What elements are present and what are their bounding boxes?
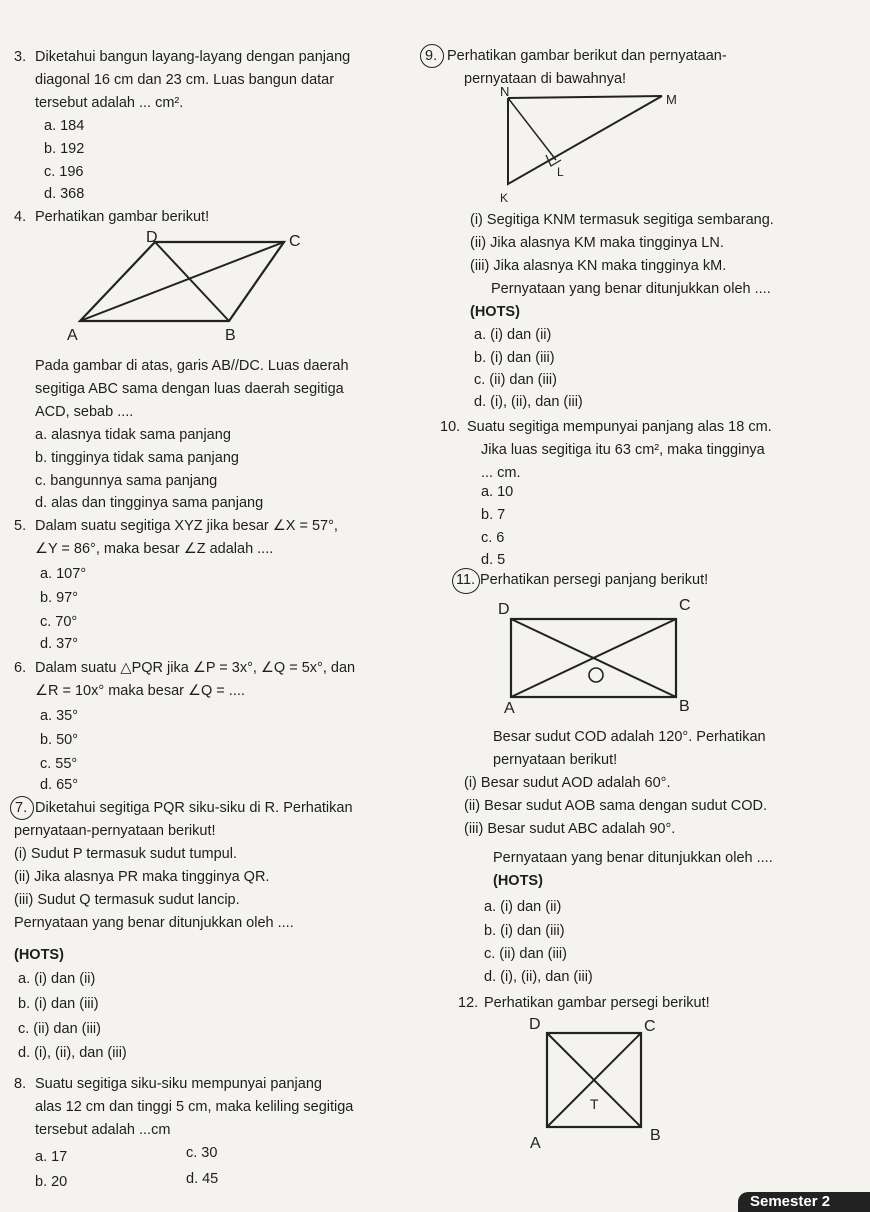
q4-text-line1: Pada gambar di atas, garis AB//DC. Luas daerah (35, 358, 349, 374)
q9-label-l: L (557, 165, 564, 179)
svg-text:C: C (679, 597, 691, 614)
q6-number: 6. (14, 660, 27, 676)
q7-option-a: a. (i) dan (ii) (18, 971, 96, 987)
q7-text-line2: pernyataan-pernyataan berikut! (14, 823, 216, 839)
q3-option-b: b. 192 (44, 141, 85, 157)
q4-option-b: b. tingginya tidak sama panjang (35, 450, 239, 466)
q8-option-c: c. 30 (186, 1145, 218, 1161)
q7-text-line1: Diketahui segitiga PQR siku-siku di R. Perhatikan (35, 800, 353, 816)
q8-text-line1: Suatu segitiga siku-siku mempunyai panjang (35, 1076, 322, 1092)
q4-number: 4. (14, 209, 27, 225)
semester-tab (738, 1192, 870, 1212)
q7-hots: (HOTS) (14, 947, 64, 963)
q4-intro: Perhatikan gambar berikut! (35, 209, 210, 225)
q10-number: 10. (440, 419, 461, 435)
q12-label-c: C (644, 1018, 656, 1035)
q11-question: Pernyataan yang benar ditunjukkan oleh .... (493, 850, 773, 866)
q12-intro: Perhatikan gambar persegi berikut! (484, 995, 710, 1011)
q7-option-b: b. (i) dan (iii) (18, 996, 99, 1012)
q5-option-d: d. 37° (40, 636, 79, 652)
q4-label-d: D (146, 229, 158, 246)
q9-number: 9. (425, 48, 438, 64)
q7-option-d: d. (i), (ii), dan (iii) (18, 1045, 127, 1061)
semester-label: Semester 2 (750, 1193, 831, 1210)
q7-statement-3: (iii) Sudut Q termasuk sudut lancip. (14, 892, 240, 908)
q4-option-a: a. alasnya tidak sama panjang (35, 427, 231, 443)
q11-number: 11. (456, 572, 476, 588)
q3-text-line1: Diketahui bangun layang-layang dengan panjang (35, 49, 351, 65)
q11-text-line1: Besar sudut COD adalah 120°. Perhatikan (493, 729, 766, 745)
q11-statement-1: (i) Besar sudut AOD adalah 60°. (464, 775, 671, 791)
q9-statement-1: (i) Segitiga KNM termasuk segitiga sembarang. (470, 212, 774, 228)
q7-number: 7. (15, 800, 28, 816)
q11-option-b: b. (i) dan (iii) (484, 923, 565, 939)
q9-option-a: a. (i) dan (ii) (474, 327, 552, 343)
q11-option-a: a. (i) dan (ii) (484, 899, 562, 915)
q5-text-line1: Dalam suatu segitiga XYZ jika besar ∠X = 57°, (35, 518, 338, 534)
q4-label-b: B (225, 327, 236, 344)
q10-option-c: c. 6 (481, 530, 505, 546)
q12-label-b: B (650, 1127, 661, 1144)
q11-rectangle-figure (496, 592, 716, 722)
q3-text-line3: tersebut adalah ... cm². (35, 95, 184, 111)
q11-option-c: c. (ii) dan (iii) (484, 946, 567, 962)
q8-number: 8. (14, 1076, 27, 1092)
q5-option-a: a. 107° (40, 566, 87, 582)
q9-label-m: M (666, 92, 677, 107)
q10-text-line3: ... cm. (481, 465, 521, 481)
q5-option-b: b. 97° (40, 590, 79, 606)
q9-label-k: K (500, 191, 509, 205)
q9-text-line1: Perhatikan gambar berikut dan pernyataan- (447, 48, 727, 64)
q11-text-line2: pernyataan berikut! (493, 752, 618, 768)
q6-text-line2: ∠R = 10x° maka besar ∠Q = .... (35, 683, 245, 699)
q11-hots: (HOTS) (493, 873, 543, 889)
q8-option-a: a. 17 (35, 1149, 68, 1165)
q11-option-d: d. (i), (ii), dan (iii) (484, 969, 593, 985)
q11-intro: Perhatikan persegi panjang berikut! (480, 572, 709, 588)
q10-option-b: b. 7 (481, 507, 506, 523)
q9-statement-2: (ii) Jika alasnya KM maka tingginya LN. (470, 235, 724, 251)
q10-option-d: d. 5 (481, 552, 506, 568)
q7-option-c: c. (ii) dan (iii) (18, 1021, 101, 1037)
q9-option-c: c. (ii) dan (iii) (474, 372, 557, 388)
q10-option-a: a. 10 (481, 484, 514, 500)
q9-statement-3: (iii) Jika alasnya KN maka tingginya kM. (470, 258, 727, 274)
q4-trapezoid-figure (40, 229, 301, 344)
q9-hots: (HOTS) (470, 304, 520, 320)
q5-option-c: c. 70° (40, 614, 78, 630)
q4-label-c: C (289, 233, 301, 250)
q6-text-line1: Dalam suatu △PQR jika ∠P = 3x°, ∠Q = 5x°, dan (35, 660, 356, 676)
q12-number: 12. (458, 995, 479, 1011)
q7-statement-2: (ii) Jika alasnya PR maka tingginya QR. (14, 869, 270, 885)
q3-option-a: a. 184 (44, 118, 85, 134)
q8-text-line2: alas 12 cm dan tinggi 5 cm, maka keliling segitiga (35, 1099, 354, 1115)
q12-label-t: T (590, 1096, 599, 1112)
q8-option-b: b. 20 (35, 1174, 68, 1190)
q3-option-c: c. 196 (44, 164, 84, 180)
q5-text-line2: ∠Y = 86°, maka besar ∠Z adalah .... (35, 541, 274, 557)
q8-text-line3: tersebut adalah ...cm (35, 1122, 171, 1138)
q12-label-d: D (529, 1016, 541, 1033)
q10-text-line1: Suatu segitiga mempunyai panjang alas 18 cm. (467, 419, 772, 435)
q3-number: 3. (14, 49, 27, 65)
q10-text-line2: Jika luas segitiga itu 63 cm², maka tingginya (481, 442, 765, 458)
q4-text-line3: ACD, sebab .... (35, 404, 134, 420)
q11-label-d: D (498, 601, 510, 618)
q4-text-line2: segitiga ABC sama dengan luas daerah segitiga (35, 381, 344, 397)
q7-question: Pernyataan yang benar ditunjukkan oleh .... (14, 915, 294, 931)
q9-label-n: N (500, 84, 510, 99)
q4-option-c: c. bangunnya sama panjang (35, 473, 218, 489)
q9-option-d: d. (i), (ii), dan (iii) (474, 394, 583, 410)
q11-label-b: B (679, 698, 690, 715)
q8-option-d: d. 45 (186, 1171, 219, 1187)
q6-option-a: a. 35° (40, 708, 79, 724)
q12-square-figure (524, 1014, 684, 1164)
q11-statement-2: (ii) Besar sudut AOB sama dengan sudut COD. (464, 798, 768, 814)
q9-text-line2: pernyataan di bawahnya! (464, 71, 627, 87)
q6-option-d: d. 65° (40, 777, 79, 793)
q3-text-line2: diagonal 16 cm dan 23 cm. Luas bangun datar (35, 72, 335, 88)
q3-option-d: d. 368 (44, 186, 85, 202)
q5-number: 5. (14, 518, 27, 534)
q6-option-b: b. 50° (40, 732, 79, 748)
q4-option-d: d. alas dan tingginya sama panjang (35, 495, 264, 511)
q9-question: Pernyataan yang benar ditunjukkan oleh .... (491, 281, 771, 297)
q9-option-b: b. (i) dan (iii) (474, 350, 555, 366)
q11-statement-3: (iii) Besar sudut ABC adalah 90°. (464, 821, 676, 837)
q6-option-c: c. 55° (40, 756, 78, 772)
q12-label-a: A (530, 1135, 541, 1152)
q11-label-a: A (504, 700, 515, 717)
q9-triangle-figure (470, 84, 710, 204)
q7-statement-1: (i) Sudut P termasuk sudut tumpul. (14, 846, 237, 862)
q4-label-a: A (67, 327, 78, 344)
